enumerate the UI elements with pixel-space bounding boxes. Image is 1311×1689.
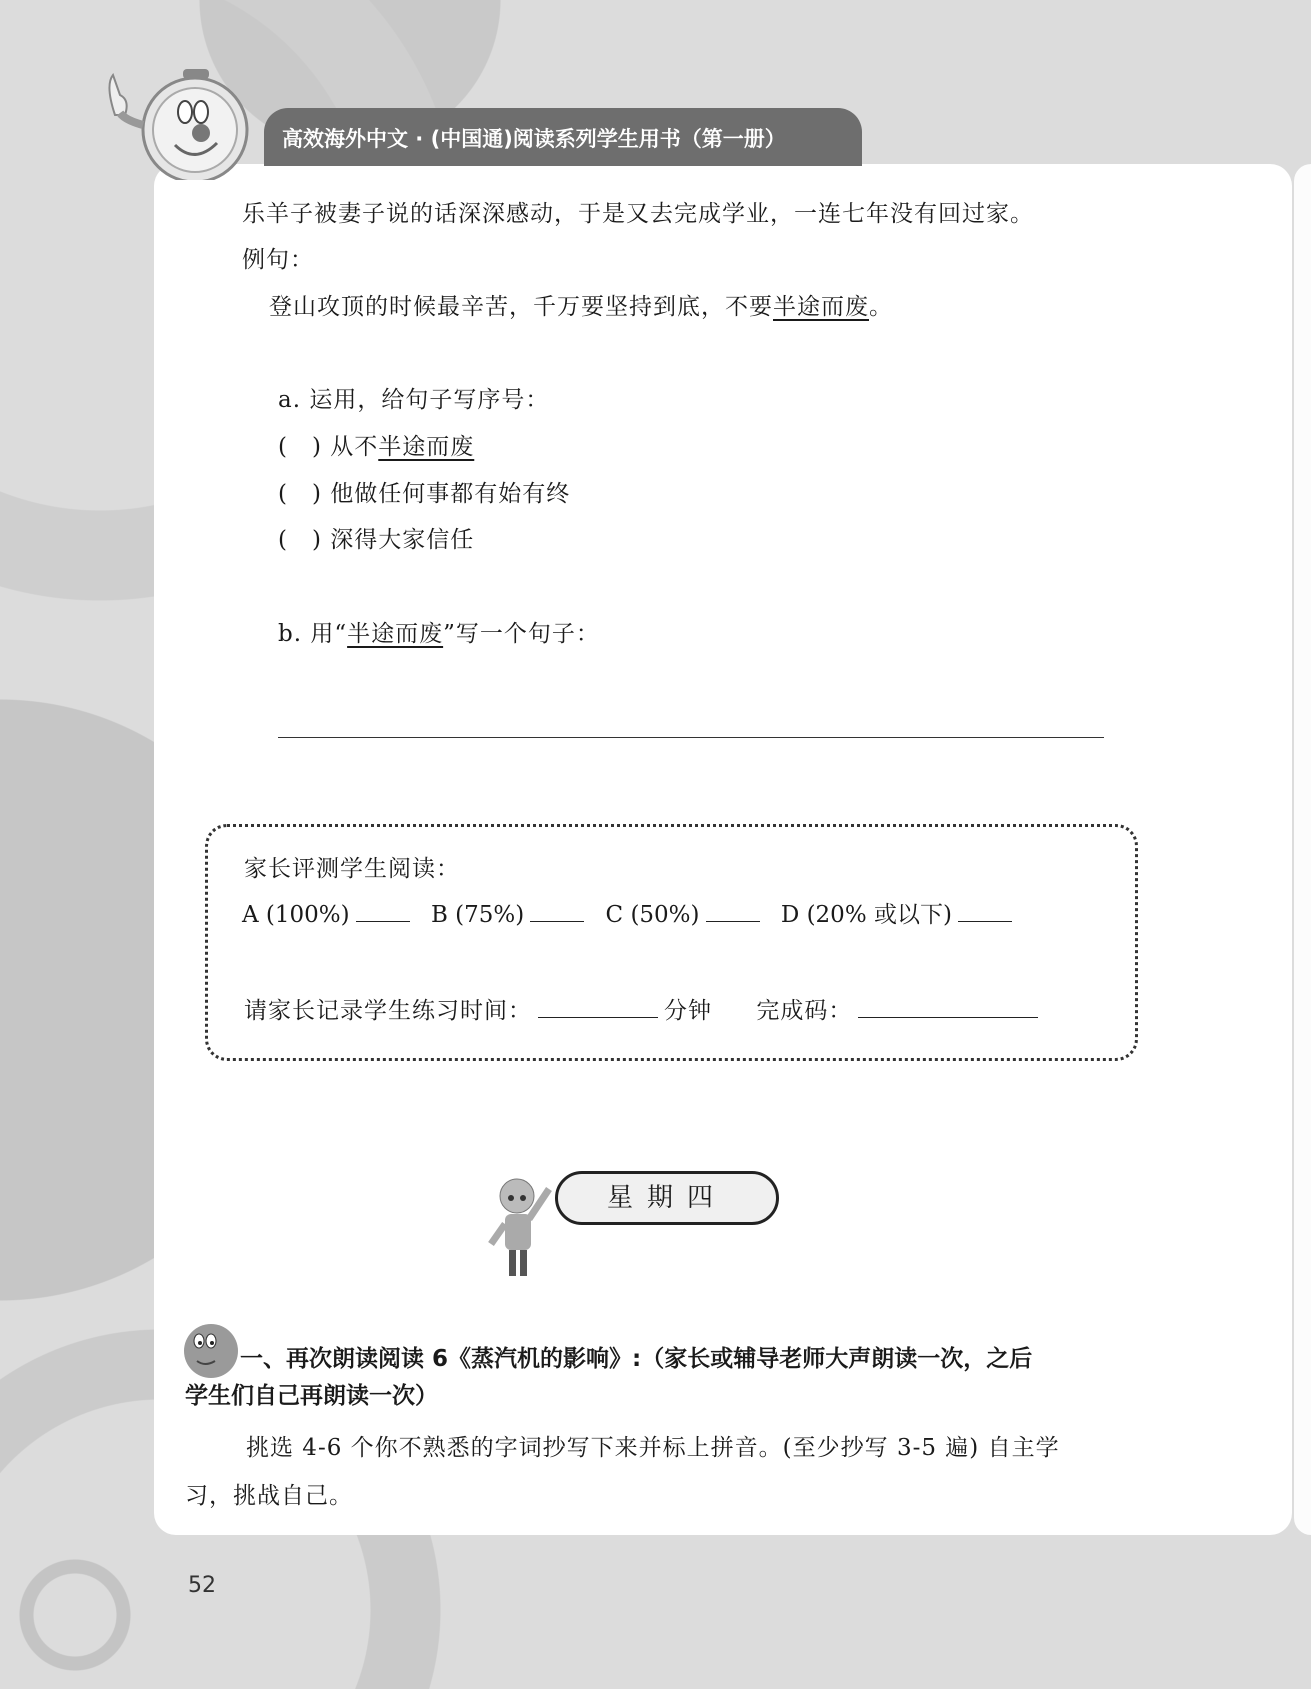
time-row	[244, 992, 1044, 1025]
grade-d: D (20% 或以下)	[780, 902, 952, 928]
section-heading-line1: 一、再次朗读阅读 6《蒸汽机的影响》:（家长或辅导老师大声朗读一次，之后	[240, 1346, 1033, 1372]
time-blank[interactable]	[538, 995, 658, 1018]
next-page-edge	[1294, 164, 1311, 1535]
grade-b: B (75%)	[430, 902, 525, 928]
idiom-underlined: 半途而废	[773, 294, 869, 320]
code-label: 完成码：	[756, 998, 853, 1024]
item-text: 深得大家信任	[330, 527, 475, 553]
instruction-line2: 习，挑战自己。	[185, 1483, 353, 1509]
item-text: 他做任何事都有始有终	[330, 481, 571, 507]
grade-row	[242, 896, 1018, 929]
order-blank[interactable]: ( )	[278, 527, 322, 553]
smiley-face-icon	[183, 1323, 239, 1379]
book-title-tab	[264, 108, 862, 166]
grade-c-blank[interactable]	[706, 899, 760, 922]
example-sentence	[269, 288, 893, 321]
item-text: 从不	[330, 434, 379, 460]
page-number: 52	[188, 1573, 216, 1598]
day-label: 星期四	[606, 1183, 727, 1213]
answer-line[interactable]	[278, 737, 1104, 738]
ordering-item[interactable]	[278, 521, 474, 554]
example-text: 登山攻顶的时候最辛苦，千万要坚持到底，不要	[269, 294, 773, 320]
minutes-label: 分钟	[664, 998, 712, 1024]
section-heading-line2: 学生们自己再朗读一次）	[185, 1383, 438, 1409]
passage-line: 乐羊子被妻子说的话深深感动，于是又去完成学业，一连七年没有回过家。	[242, 201, 1034, 227]
grade-b-blank[interactable]	[530, 899, 584, 922]
prompt-text-end: ”写一个句子：	[443, 621, 600, 647]
order-blank[interactable]: ( )	[278, 481, 322, 507]
order-blank[interactable]: ( )	[278, 434, 322, 460]
ordering-item[interactable]	[278, 428, 474, 461]
code-blank[interactable]	[858, 995, 1038, 1018]
boy-pointing-icon	[479, 1174, 559, 1278]
exercise-a-label: a. 运用，给句子写序号：	[278, 387, 550, 413]
grade-a-blank[interactable]	[356, 899, 410, 922]
prompt-text: b. 用“	[278, 621, 348, 647]
book-title: 高效海外中文 · (中国通)阅读系列学生用书（第一册）	[282, 127, 786, 151]
idiom-underlined: 半途而废	[378, 434, 475, 460]
idiom-underlined: 半途而废	[347, 621, 444, 647]
exercise-b-prompt	[278, 615, 600, 648]
clock-mascot-icon	[85, 55, 275, 180]
instruction-line1: 挑选 4-6 个你不熟悉的字词抄写下来并标上拼音。(至少抄写 3-5 遍) 自主学	[246, 1435, 1060, 1461]
parent-eval-title: 家长评测学生阅读：	[244, 856, 460, 882]
example-text-end: 。	[869, 294, 893, 320]
example-label: 例句：	[242, 247, 314, 273]
grade-a: A (100%)	[242, 902, 350, 928]
grade-c: C (50%)	[605, 902, 700, 928]
time-label: 请家长记录学生练习时间：	[244, 998, 532, 1024]
grade-d-blank[interactable]	[958, 899, 1012, 922]
day-bubble	[555, 1171, 779, 1225]
ordering-item[interactable]	[278, 475, 570, 508]
